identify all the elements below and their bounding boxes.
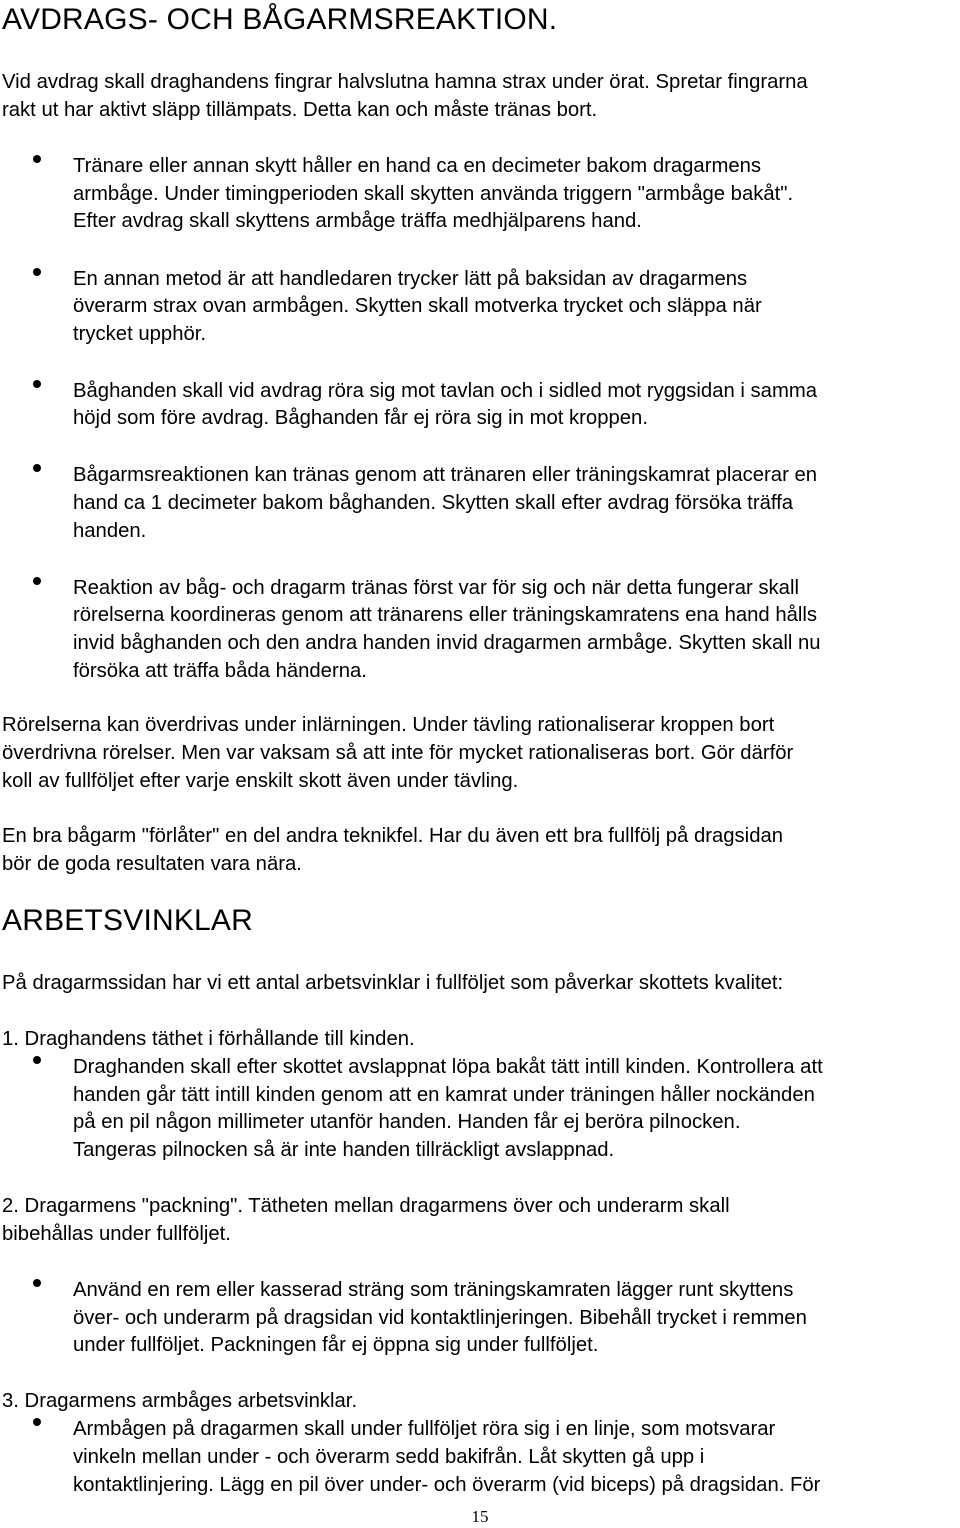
bullet-line: på en pil någon millimeter utanför handen. Handen får ej beröra pilnocken. [73, 1111, 741, 1133]
bullet-line: En annan metod är att handledaren trycker lätt på baksidan av dragarmens [73, 268, 748, 290]
bullet-line: vinkeln mellan under - och överarm sedd bakifrån. Låt skytten gå upp i [73, 1446, 705, 1468]
paragraph-line: Rörelserna kan överdrivas under inlärningen. Under tävling rationaliserar kroppen bort [2, 714, 775, 736]
bullet-line: Draghanden skall efter skottet avslappnat löpa bakåt tätt intill kinden. Kontrollera att [73, 1056, 823, 1078]
numbered-item-title: bibehållas under fullföljet. [2, 1223, 231, 1245]
heading-arbetsvinklar: ARBETSVINKLAR [2, 904, 254, 937]
bullet-line: Reaktion av båg- och dragarm tränas först var för sig och när detta fungerar skall [73, 577, 799, 599]
bullet-line: överarm strax ovan armbågen. Skytten skall motverka trycket och släppa när [73, 295, 762, 317]
bullet-line: handen går tätt intill kinden genom att en kamrat under träningen håller nockänden [73, 1084, 815, 1106]
intro-line: Vid avdrag skall draghandens fingrar halvslutna hamna strax under örat. Spretar fingrarna [2, 71, 808, 93]
bullet-line: höjd som före avdrag. Båghanden får ej röra sig in mot kroppen. [73, 407, 648, 429]
bullet-line: Bågarmsreaktionen kan tränas genom att tränaren eller träningskamrat placerar en [73, 464, 818, 486]
bullet-line: Använd en rem eller kasserad sträng som träningskamraten lägger runt skyttens [73, 1279, 794, 1301]
intro-line: rakt ut har aktivt släpp tillämpats. Detta kan och måste tränas bort. [2, 99, 598, 121]
bullet-line: Båghanden skall vid avdrag röra sig mot tavlan och i sidled mot ryggsidan i samma [73, 380, 818, 402]
bullet-dot [33, 1056, 41, 1064]
bullet-line: Armbågen på dragarmen skall under fullföljet röra sig i en linje, som motsvarar [73, 1418, 776, 1440]
bullet-line: över- och underarm på dragsidan vid kontaktlinjeringen. Bibehåll trycket i remmen [73, 1307, 807, 1329]
bullet-line: Tränare eller annan skytt håller en hand ca en decimeter bakom dragarmens [73, 155, 762, 177]
bullet-line: trycket upphör. [73, 323, 207, 345]
paragraph-line: En bra bågarm "förlåter" en del andra teknikfel. Har du även ett bra fullfölj på dragsidan [2, 825, 784, 847]
bullet-dot [33, 1418, 41, 1426]
bullet-line: försöka att träffa båda händerna. [73, 660, 367, 682]
bullet-line: Efter avdrag skall skyttens armbåge träffa medhjälparens hand. [73, 210, 642, 232]
heading-avdrag: AVDRAGS- OCH BÅGARMSREAKTION. [2, 3, 558, 36]
bullet-line: rörelserna koordineras genom att tränarens eller träningskamratens ena hand hålls [73, 604, 818, 626]
bullet-dot [33, 577, 41, 585]
bullet-line: Tangeras pilnocken så är inte handen tillräckligt avslappnad. [73, 1139, 615, 1161]
numbered-item-title: 1. Draghandens täthet i förhållande till kinden. [2, 1028, 415, 1050]
numbered-item-title: 3. Dragarmens armbåges arbetsvinklar. [2, 1390, 358, 1412]
bullet-dot [33, 1279, 41, 1287]
bullet-line: handen. [73, 520, 147, 542]
bullet-line: hand ca 1 decimeter bakom båghanden. Skytten skall efter avdrag försöka träffa [73, 492, 794, 514]
paragraph-line: överdrivna rörelser. Men var vaksam så att inte för mycket rationaliseras bort. Gör därför [2, 742, 794, 764]
bullet-dot [33, 155, 41, 163]
bullet-line: under fullföljet. Packningen får ej öppna sig under fullföljet. [73, 1334, 599, 1356]
numbered-item-title: 2. Dragarmens "packning". Tätheten mellan dragarmens över och underarm skall [2, 1195, 730, 1217]
paragraph-line: bör de goda resultaten vara nära. [2, 853, 302, 875]
bullet-line: invid båghanden och den andra handen invid dragarmen armbåge. Skytten skall nu [73, 632, 821, 654]
bullet-line: armbåge. Under timingperioden skall skytten använda triggern "armbåge bakåt". [73, 183, 794, 205]
page-number: 15 [471, 1507, 489, 1526]
bullet-dot [33, 380, 41, 388]
paragraph-line: koll av fullföljet efter varje enskilt skott även under tävling. [2, 770, 519, 792]
bullet-dot [33, 268, 41, 276]
bullet-line: kontaktlinjering. Lägg en pil över under- och överarm (vid biceps) på dragsidan. För [73, 1474, 821, 1496]
bullet-dot [33, 464, 41, 472]
paragraph-line: På dragarmssidan har vi ett antal arbetsvinklar i fullföljet som påverkar skottets kvalitet: [2, 972, 784, 994]
